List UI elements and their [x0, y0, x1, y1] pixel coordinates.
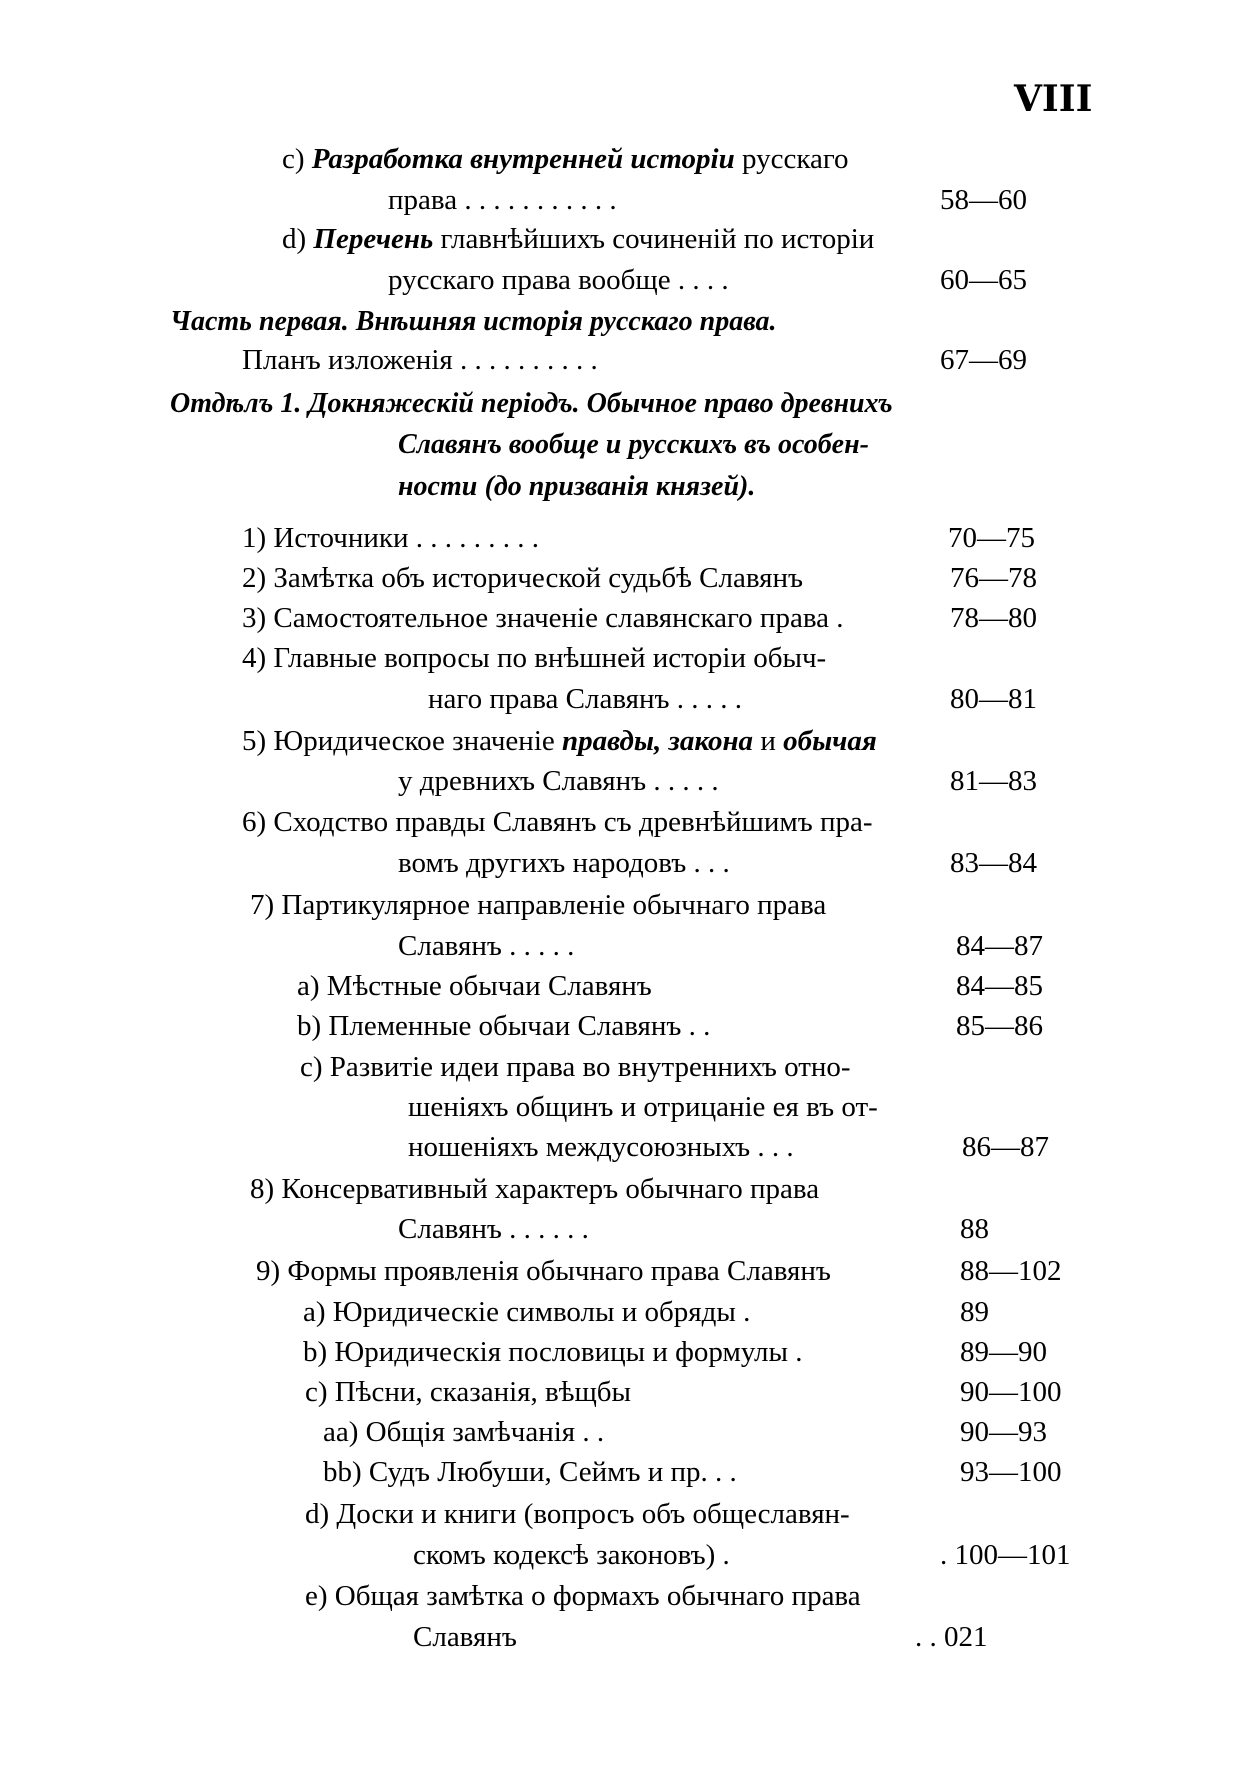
page-ref: 60—65	[940, 264, 1027, 296]
italic-title: Перечень	[313, 223, 434, 255]
toc-subline: c) Пѣсни, сказанія, вѣщбы	[305, 1376, 632, 1408]
toc-subsubline: aa) Общія замѣчанія . .	[323, 1416, 605, 1448]
toc-subline: c) Развитіе идеи права во внутреннихъ отно-	[300, 1051, 851, 1083]
label: d)	[282, 223, 307, 255]
italic-word: правды,	[562, 725, 662, 757]
page-ref: 81—83	[950, 765, 1037, 797]
page-ref: 67—69	[940, 344, 1027, 376]
page-ref: 86—87	[962, 1131, 1049, 1163]
page-ref: 90—100	[960, 1376, 1062, 1408]
page-ref: . 100—101	[940, 1539, 1071, 1571]
italic-word: закона	[668, 725, 754, 757]
toc-subline-cont: скомъ кодексѣ законовъ) .	[413, 1539, 730, 1571]
toc-line	[242, 724, 877, 758]
toc-subsubline: bb) Судъ Любуши, Сеймъ и пр. . .	[323, 1456, 737, 1488]
toc-subline: a) Мѣстные обычаи Славянъ	[297, 970, 652, 1002]
section-heading-cont: Славянъ вообще и русскихъ въ особен-	[398, 429, 869, 460]
toc-line: 4) Главные вопросы по внѣшней исторіи обыч-	[242, 642, 827, 674]
italic-tail: (до призванія князей).	[484, 471, 756, 502]
page-ref: 80—81	[950, 683, 1037, 715]
page-ref: 84—87	[956, 930, 1043, 962]
italic-word: обычая	[783, 725, 877, 757]
toc-line-cont: наго права Славянъ . . . . .	[428, 683, 742, 715]
toc-line-cont: Славянъ . . . . .	[398, 930, 575, 962]
text: 5) Юридическое значеніе	[242, 725, 555, 757]
page-ref: . . 021	[915, 1621, 988, 1653]
toc-line-d	[282, 222, 874, 256]
page-ref: 89	[960, 1296, 989, 1328]
italic-title: Разработка внутренней исторіи	[311, 143, 735, 175]
page-ref: 83—84	[950, 847, 1037, 879]
toc-line: 9) Формы проявленія обычнаго права Славянъ	[256, 1255, 831, 1287]
toc-line-c	[282, 142, 849, 176]
page-ref: 76—78	[950, 562, 1037, 594]
page-ref: 78—80	[950, 602, 1037, 634]
page-ref: 84—85	[956, 970, 1043, 1002]
page-number: VIII	[1014, 78, 1093, 120]
toc-line: 1) Источники . . . . . . . . .	[242, 522, 539, 554]
part-heading: Часть первая. Внѣшняя исторія русскаго права.	[170, 306, 777, 337]
toc-line-plan: Планъ изложенія . . . . . . . . . .	[242, 344, 598, 376]
title-tail: главнѣйшихъ сочиненій по исторіи	[440, 223, 875, 255]
toc-line: 3) Самостоятельное значеніе славянскаго права .	[242, 602, 844, 634]
page-ref: 90—93	[960, 1416, 1047, 1448]
text: и	[760, 725, 776, 757]
page-ref: 89—90	[960, 1336, 1047, 1368]
page-ref: 85—86	[956, 1010, 1043, 1042]
toc-line: 2) Замѣтка объ исторической судьбѣ Славянъ	[242, 562, 804, 594]
page-ref: 70—75	[948, 522, 1035, 554]
page-ref: 93—100	[960, 1456, 1062, 1488]
toc-line: 7) Партикулярное направленіе обычнаго права	[250, 889, 827, 921]
italic-word: ности	[398, 471, 478, 502]
toc-subline: b) Юридическія пословицы и формулы .	[303, 1336, 803, 1368]
page-ref: 88—102	[960, 1255, 1062, 1287]
toc-line-cont: вомъ другихъ народовъ . . .	[398, 847, 730, 879]
toc-subline-cont: ношеніяхъ междусоюзныхъ . . .	[408, 1131, 794, 1163]
section-heading: Отдѣлъ 1. Докняжескій періодъ. Обычное право древнихъ	[170, 388, 893, 419]
toc-line-c-cont: права . . . . . . . . . . .	[388, 184, 617, 216]
toc-line: 6) Сходство правды Славянъ съ древнѣйшимъ пра-	[242, 806, 873, 838]
title-tail: русскаго	[742, 143, 849, 175]
page-ref: 58—60	[940, 184, 1027, 216]
toc-subline: a) Юридическіе символы и обряды .	[303, 1296, 751, 1328]
toc-subline-cont: шеніяхъ общинъ и отрицаніе ея въ от-	[408, 1091, 878, 1123]
toc-subline: e) Общая замѣтка о формахъ обычнаго права	[305, 1580, 861, 1612]
toc-subline-cont: Славянъ	[413, 1621, 517, 1653]
page-ref: 88	[960, 1213, 989, 1245]
toc-subline: b) Племенные обычаи Славянъ . .	[297, 1010, 711, 1042]
section-heading-cont	[398, 469, 755, 503]
toc-line-d-cont: русскаго права вообще . . . .	[388, 264, 729, 296]
toc-line: 8) Консервативный характеръ обычнаго права	[250, 1173, 820, 1205]
toc-subline: d) Доски и книги (вопросъ объ общеславян-	[305, 1498, 850, 1530]
toc-line-cont: у древнихъ Славянъ . . . . .	[398, 765, 719, 797]
toc-line-cont: Славянъ . . . . . .	[398, 1213, 589, 1245]
label: c)	[282, 143, 305, 175]
